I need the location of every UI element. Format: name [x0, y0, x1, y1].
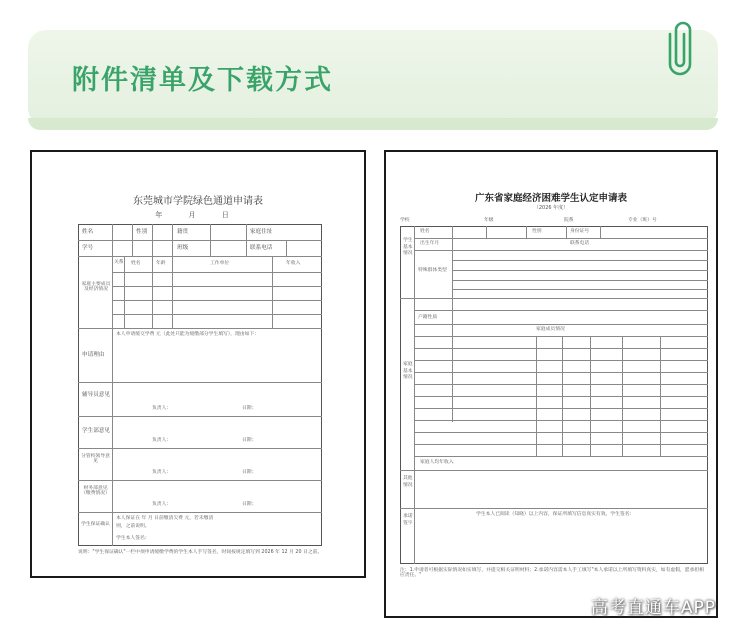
doc1-confirm-text1: 本人保证在 年 月 日前缴清欠费 元，若未缴清: [116, 516, 214, 521]
doc1-finance-sign: 负责人：: [152, 502, 172, 507]
doc1-id-label: 学号: [82, 245, 94, 251]
doc2-section-applicant: 承诺签字: [403, 514, 413, 526]
doc2-note: 注：1.申请者可根据实际情况如实填写，并提交相关证明材料；2.承诺内容需本人手工填写"本人承诺以上所填写资料真实，如有虚假，愿承担相应责任。": [400, 568, 704, 579]
doc1-member-name-header: 姓名: [131, 261, 141, 266]
doc1-work-header: 工作单位: [210, 261, 230, 266]
doc1-name-label: 姓名: [82, 229, 94, 235]
doc2-family-label: 户籍性质: [418, 315, 438, 320]
doc1-family-label: 家庭主要成员及经济情况: [81, 282, 111, 293]
doc1-income-header: 年收入: [286, 261, 301, 266]
doc1-apply-label: 申请理由: [82, 352, 105, 358]
doc1-counselor-label: 辅导员意见: [82, 392, 110, 398]
doc2-section-student: 学生基本情况: [403, 238, 413, 257]
doc2-college-label: 院系: [564, 218, 574, 223]
doc2-grade-label: 年级: [484, 218, 494, 223]
doc1-finance-date: 日期：: [242, 502, 257, 507]
doc2-idno-label: 身份证号: [570, 229, 590, 234]
doc2-promise: 学生本人已阅读（知晓）以上内容，保证所填写信息真实有效。学生签名：: [476, 512, 635, 517]
doc1-note: 说明："学生保证确认"一栏中须申请缓缴学费的学生本人手写签名，时间按规定填写到 2026 年 12 月 20 日之前。: [78, 550, 323, 555]
watermark: 高考直通车APP: [590, 598, 716, 618]
doc1-age-header: 年龄: [156, 261, 166, 266]
doc2-income-label: 家庭人均年收入: [420, 460, 454, 465]
doc1-student-confirm-label: 学生保证确认: [81, 522, 110, 527]
doc2-subtitle: （2026 年度）: [533, 205, 569, 211]
doc2-school-label: 学校: [400, 218, 410, 223]
doc1-leader-date: 日期：: [242, 470, 257, 475]
doc2-family-members: 家庭成员情况: [536, 327, 565, 332]
doc1-dept-sign: 负责人：: [152, 438, 172, 443]
doc2-section-other: 其他情况: [403, 476, 413, 488]
doc1-title: 东莞城市学院绿色通道申请表: [133, 196, 263, 207]
document-green-channel-form[interactable]: [30, 150, 366, 578]
doc1-date: 年 月 日: [155, 211, 241, 219]
doc1-counselor-sign: 负责人：: [152, 406, 172, 411]
doc1-phone-label: 联系电话: [250, 245, 273, 251]
doc2-gender-label: 性别: [532, 229, 542, 234]
doc1-residence-label: 家庭住址: [250, 229, 273, 235]
paperclip-icon: [666, 18, 700, 76]
doc2-section-family: 家庭基本情况: [403, 362, 413, 381]
doc1-leader-label: 分管校领导意见: [81, 454, 110, 465]
doc2-phone-label: 联系电话: [570, 241, 590, 246]
doc1-dept-label: 学生部意见: [82, 428, 110, 434]
doc1-origin-label: 籍贯: [177, 229, 189, 235]
doc1-class-label: 班级: [177, 245, 189, 251]
doc1-gender-label: 性别: [136, 229, 148, 235]
doc2-title: 广东省家庭经济困难学生认定申请表: [474, 193, 627, 204]
doc1-dept-date: 日期：: [242, 438, 257, 443]
doc1-finance-label: 财务部意见（缴费情况）: [81, 486, 110, 497]
page-title: 附件清单及下载方式: [72, 65, 333, 96]
section-header-shadow: [28, 118, 718, 130]
doc1-relation-header: 关系: [114, 260, 124, 265]
doc2-class-label: 专业（班）号: [628, 218, 657, 223]
doc1-confirm-text2: 则，之前说明。: [116, 524, 150, 529]
doc2-name-label: 姓名: [420, 229, 430, 234]
document-financial-aid-form[interactable]: [384, 150, 718, 618]
doc2-special-label: 特殊群体类型: [418, 268, 447, 273]
doc2-birth-label: 出生年月: [420, 241, 440, 246]
doc1-counselor-date: 日期：: [242, 406, 257, 411]
doc1-leader-sign: 负责人：: [152, 470, 172, 475]
doc1-confirm-text3: 学生本人签名：: [116, 536, 150, 541]
doc1-apply-text: 本人申请缓交学费 元（此处只能为缓缴部分学生填写），理由如下：: [116, 332, 260, 337]
